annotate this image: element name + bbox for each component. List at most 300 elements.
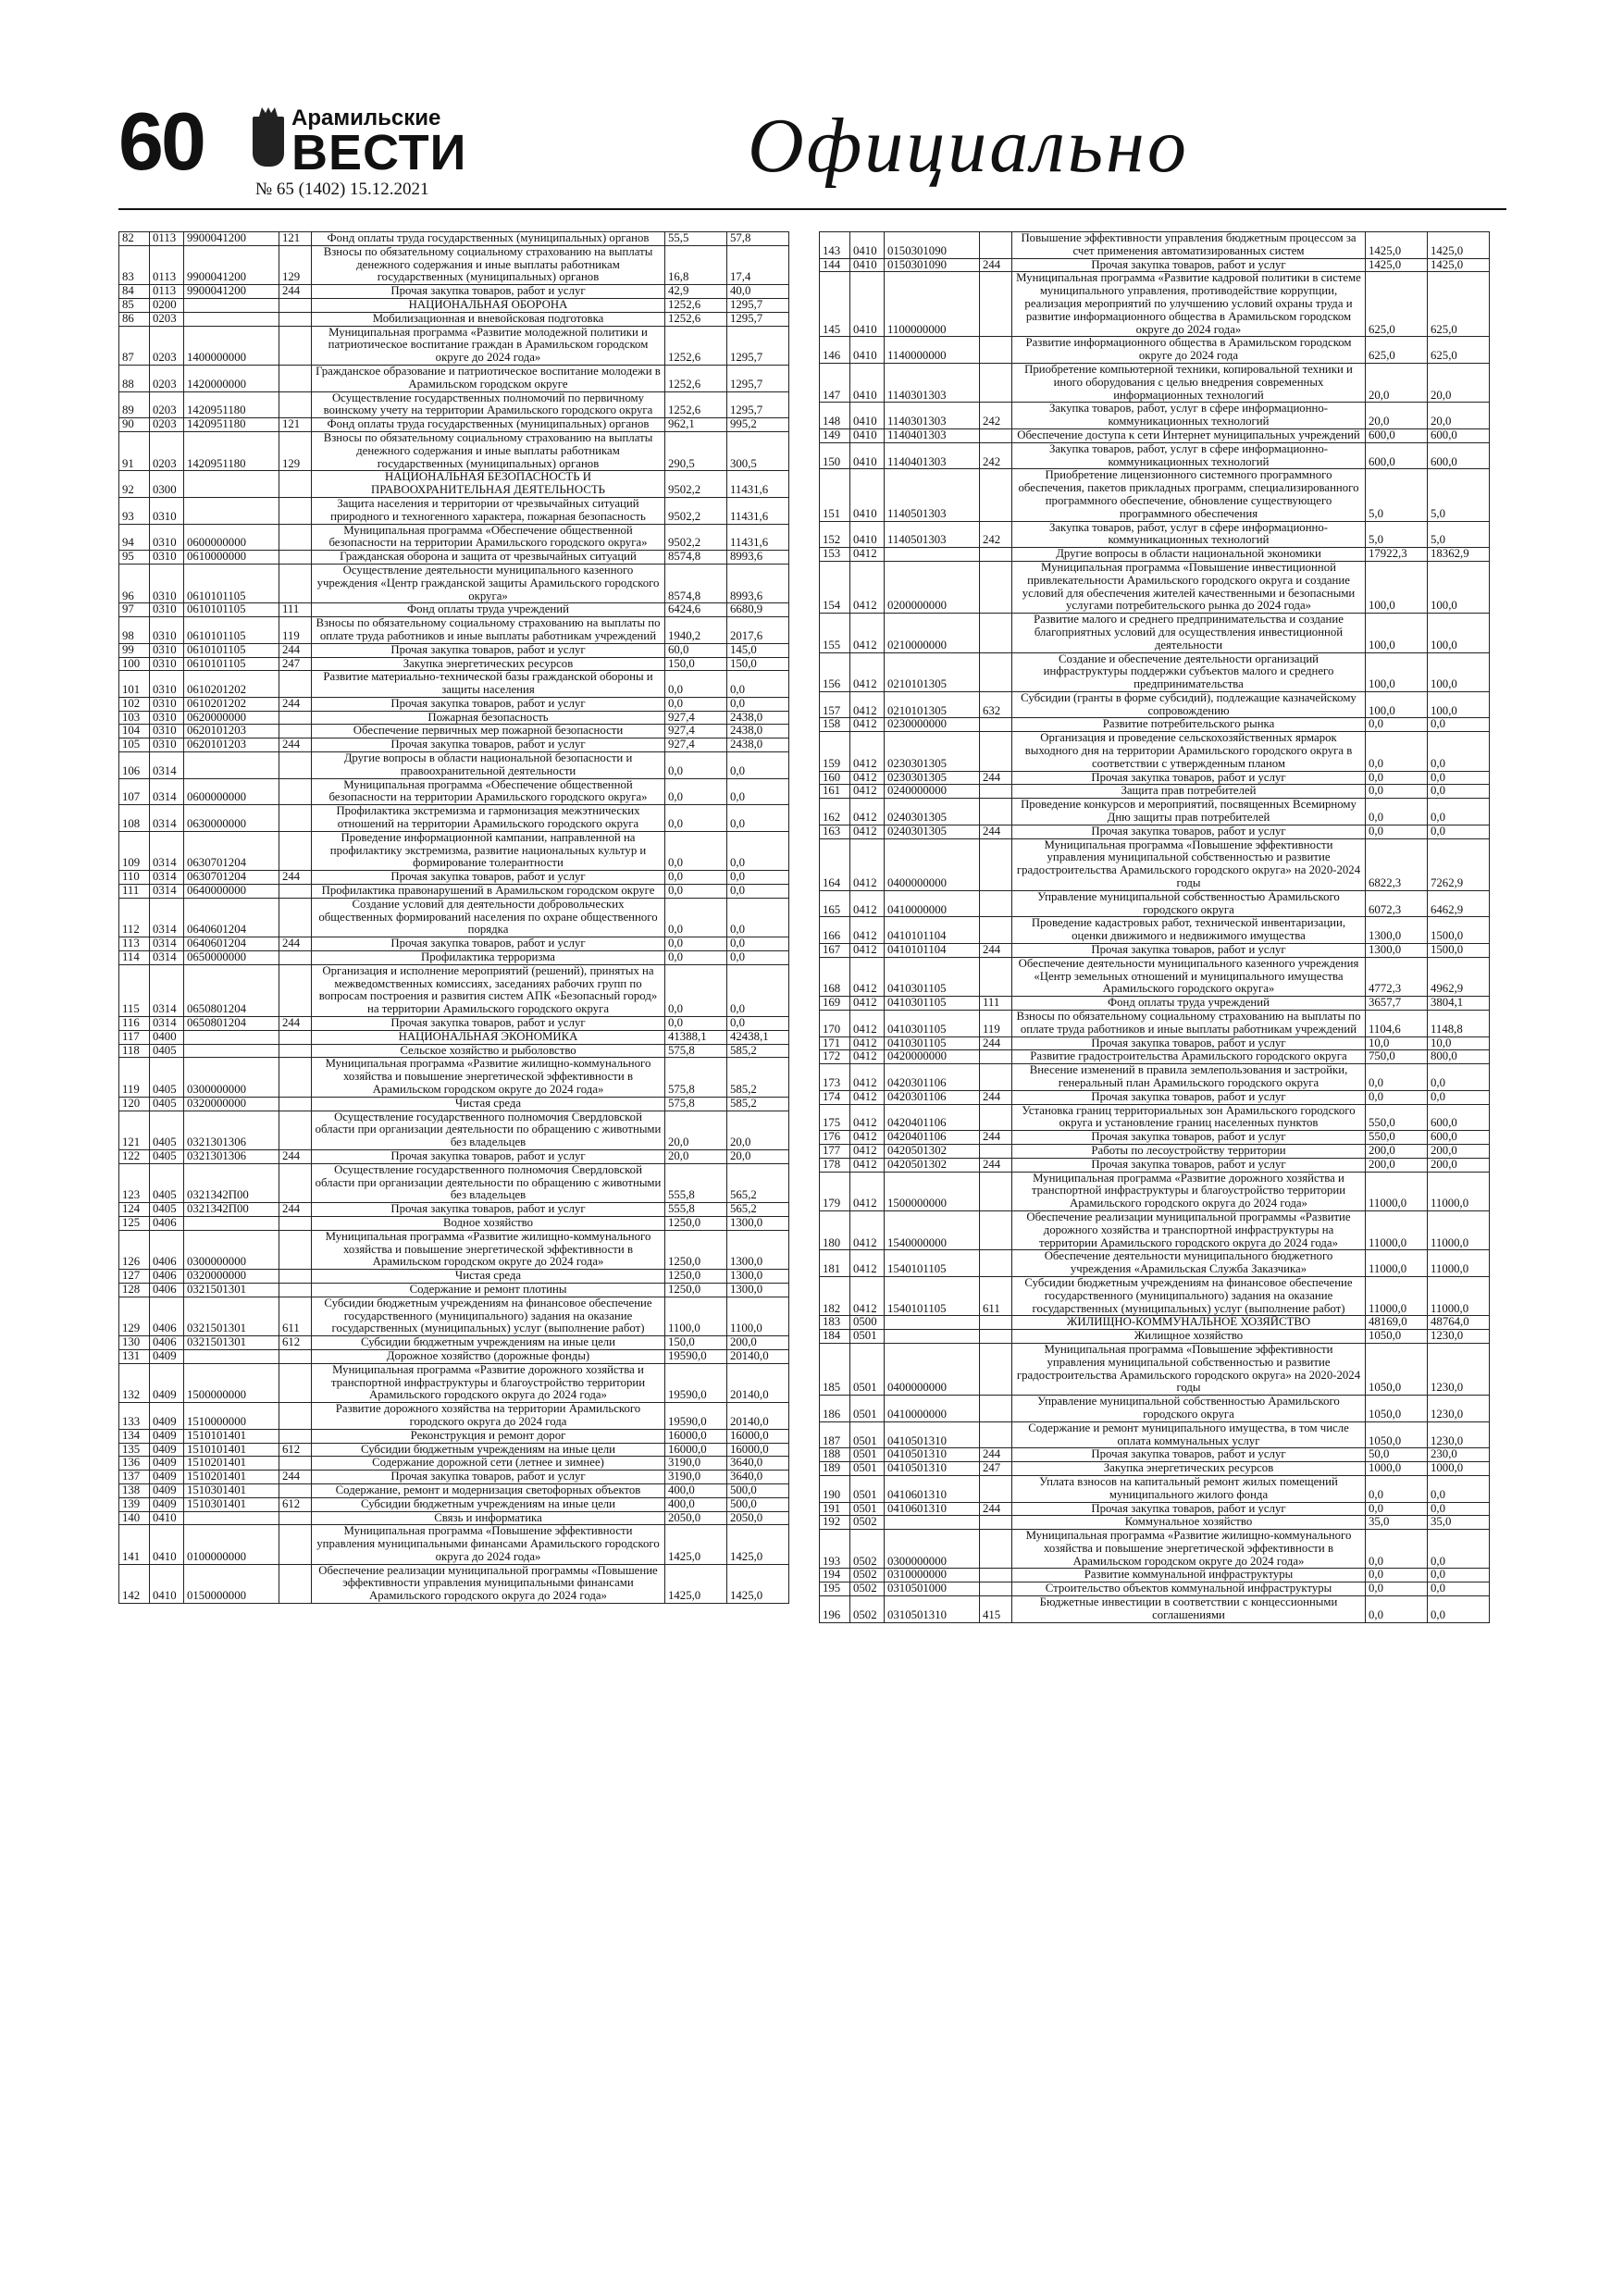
table-row (820, 652, 1490, 691)
target-code-cell: 0420301106 (885, 1064, 980, 1091)
description-cell: Прочая закупка товаров, работ и услуг (312, 738, 665, 752)
expense-type-cell: 244 (279, 1017, 312, 1031)
section-code-cell: 0314 (150, 885, 184, 899)
row-number-cell: 82 (119, 232, 150, 246)
description-cell: Осуществление государственного полномочия Свердловской области при организации деятельности по обращению с животными без владельцев (312, 1111, 665, 1149)
description-cell: Взносы по обязательному социальному страхованию на выплаты денежного содержания и иные выплаты работникам государственных (муниципальных) органов (312, 245, 665, 284)
table-row (119, 951, 789, 965)
expense-type-cell (980, 363, 1012, 402)
target-code-cell (184, 1511, 279, 1525)
value-2024-cell: 0,0 (727, 805, 789, 832)
section-code-cell: 0409 (150, 1471, 184, 1484)
description-cell: Мобилизационная и вневойсковая подготовка (312, 312, 665, 326)
expense-type-cell: 111 (980, 997, 1012, 1011)
section-code-cell: 0501 (850, 1421, 885, 1448)
description-cell: Субсидии бюджетным учреждениям на финансовое обеспечение государственного (муниципального) задания на оказание государственных (муниципальных) услуг (выполнение работ) (1012, 1276, 1366, 1315)
row-number-cell: 122 (119, 1149, 150, 1163)
target-code-cell: 1140000000 (885, 337, 980, 364)
expense-type-cell (279, 1216, 312, 1230)
table-row (119, 1149, 789, 1163)
target-code-cell: 0240301305 (885, 825, 980, 838)
section-code-cell: 0502 (850, 1596, 885, 1623)
value-2023-cell: 1050,0 (1366, 1343, 1428, 1395)
description-cell: Прочая закупка товаров, работ и услуг (312, 871, 665, 885)
target-code-cell: 0321301306 (184, 1149, 279, 1163)
description-cell: Бюджетные инвестиции в соответствии с концессионными соглашениями (1012, 1596, 1366, 1623)
value-2024-cell: 0,0 (1428, 1064, 1490, 1091)
description-cell: Реконструкция и ремонт дорог (312, 1429, 665, 1443)
expense-type-cell: 244 (279, 871, 312, 885)
masthead (118, 95, 1506, 211)
row-number-cell: 137 (119, 1471, 150, 1484)
expense-type-cell (980, 917, 1012, 944)
section-code-cell: 0314 (150, 964, 184, 1016)
expense-type-cell (279, 1349, 312, 1363)
table-row (119, 1163, 789, 1202)
target-code-cell (184, 1044, 279, 1058)
value-2023-cell: 575,8 (665, 1097, 727, 1111)
table-row (119, 778, 789, 805)
value-2024-cell: 3640,0 (727, 1457, 789, 1471)
description-cell: Чистая среда (312, 1097, 665, 1111)
target-code-cell: 0420401106 (885, 1131, 980, 1145)
table-row (119, 671, 789, 698)
value-2023-cell: 0,0 (665, 964, 727, 1016)
row-number-cell: 124 (119, 1203, 150, 1217)
expense-type-cell: 244 (980, 1131, 1012, 1145)
value-2023-cell: 200,0 (1366, 1144, 1428, 1158)
value-2023-cell: 750,0 (1366, 1050, 1428, 1064)
expense-type-cell (279, 1270, 312, 1284)
description-cell: Взносы по обязательному социальному страхованию на выплаты по оплате труда работников и иные выплаты работникам учреждений (312, 617, 665, 644)
expense-type-cell: 244 (980, 1158, 1012, 1172)
section-code-cell: 0203 (150, 418, 184, 432)
row-number-cell: 129 (119, 1297, 150, 1335)
expense-type-cell: 415 (980, 1596, 1012, 1623)
value-2024-cell: 100,0 (1428, 691, 1490, 718)
value-2023-cell: 0,0 (1366, 825, 1428, 838)
target-code-cell: 0640000000 (184, 885, 279, 899)
description-cell: Строительство объектов коммунальной инфраструктуры (1012, 1582, 1366, 1596)
description-cell: Обеспечение первичных мер пожарной безопасности (312, 725, 665, 738)
description-cell: Взносы по обязательному социальному страхованию на выплаты по оплате труда работников и иные выплаты работникам учреждений (1012, 1011, 1366, 1037)
row-number-cell: 119 (119, 1058, 150, 1097)
table-row (119, 711, 789, 725)
expense-type-cell (980, 1210, 1012, 1249)
expense-type-cell (980, 1172, 1012, 1210)
expense-type-cell (279, 885, 312, 899)
expense-type-cell (279, 1363, 312, 1402)
value-2023-cell: 11000,0 (1366, 1276, 1428, 1315)
value-2023-cell: 100,0 (1366, 561, 1428, 613)
value-2024-cell: 150,0 (727, 657, 789, 671)
expense-type-cell (980, 1582, 1012, 1596)
table-row (820, 548, 1490, 562)
description-cell: Взносы по обязательному социальному страхованию на выплаты денежного содержания и иные выплаты работникам государственных (муниципальных) органов (312, 431, 665, 470)
value-2024-cell: 35,0 (1428, 1516, 1490, 1530)
expense-type-cell (980, 785, 1012, 799)
row-number-cell: 133 (119, 1403, 150, 1430)
row-number-cell: 190 (820, 1475, 850, 1502)
value-2024-cell: 11431,6 (727, 471, 789, 498)
target-code-cell: 0420501302 (885, 1158, 980, 1172)
row-number-cell: 142 (119, 1564, 150, 1603)
expense-type-cell (279, 312, 312, 326)
expense-type-cell (980, 652, 1012, 691)
section-code-cell: 0203 (150, 326, 184, 365)
row-number-cell: 86 (119, 312, 150, 326)
table-row (820, 1582, 1490, 1596)
section-code-cell: 0410 (850, 272, 885, 337)
value-2024-cell: 5,0 (1428, 469, 1490, 521)
table-row (119, 738, 789, 752)
target-code-cell (184, 1349, 279, 1363)
table-row (119, 643, 789, 657)
row-number-cell: 121 (119, 1111, 150, 1149)
row-number-cell: 160 (820, 771, 850, 785)
value-2023-cell: 0,0 (1366, 1582, 1428, 1596)
target-code-cell: 0420000000 (885, 1050, 980, 1064)
target-code-cell: 1510201401 (184, 1457, 279, 1471)
value-2023-cell: 1425,0 (1366, 258, 1428, 272)
description-cell: Муниципальная программа «Развитие жилищно-коммунального хозяйства и повышение энергетической эффективности в Арамильском городском округе до 2024 года» (312, 1230, 665, 1269)
target-code-cell: 0650801204 (184, 964, 279, 1016)
row-number-cell: 171 (820, 1036, 850, 1050)
row-number-cell: 85 (119, 298, 150, 312)
section-code-cell: 0406 (150, 1297, 184, 1335)
section-code-cell: 0412 (850, 614, 885, 652)
row-number-cell: 147 (820, 363, 850, 402)
section-code-cell: 0310 (150, 617, 184, 644)
row-number-cell: 187 (820, 1421, 850, 1448)
value-2024-cell: 8993,6 (727, 551, 789, 565)
expense-type-cell: 111 (279, 603, 312, 617)
table-row (119, 697, 789, 711)
expense-type-cell (279, 1111, 312, 1149)
value-2024-cell: 11000,0 (1428, 1276, 1490, 1315)
target-code-cell: 0150000000 (184, 1564, 279, 1603)
section-code-cell: 0502 (850, 1582, 885, 1596)
expense-type-cell (980, 614, 1012, 652)
value-2024-cell: 2050,0 (727, 1511, 789, 1525)
value-2024-cell: 585,2 (727, 1058, 789, 1097)
description-cell: Другие вопросы в области национальной безопасности и правоохранительной деятельности (312, 752, 665, 779)
row-number-cell: 128 (119, 1283, 150, 1297)
description-cell: Прочая закупка товаров, работ и услуг (312, 643, 665, 657)
value-2023-cell: 1104,6 (1366, 1011, 1428, 1037)
target-code-cell: 0630701204 (184, 871, 279, 885)
value-2023-cell: 0,0 (1366, 1475, 1428, 1502)
row-number-cell: 180 (820, 1210, 850, 1249)
table-row (119, 1525, 789, 1564)
value-2023-cell: 0,0 (1366, 785, 1428, 799)
value-2024-cell: 1300,0 (727, 1283, 789, 1297)
expense-type-cell (279, 471, 312, 498)
value-2023-cell: 3190,0 (665, 1471, 727, 1484)
value-2024-cell: 600,0 (1428, 442, 1490, 469)
description-cell: Приобретение компьютерной техники, копировальной техники и иного оборудования с целью внедрения современных информационных технологий (1012, 363, 1366, 402)
target-code-cell: 0410601310 (885, 1475, 980, 1502)
table-row (820, 799, 1490, 825)
expense-type-cell: 244 (980, 1502, 1012, 1516)
value-2023-cell: 1050,0 (1366, 1330, 1428, 1344)
value-2024-cell: 0,0 (727, 885, 789, 899)
target-code-cell: 0410501310 (885, 1462, 980, 1476)
row-number-cell: 182 (820, 1276, 850, 1315)
table-row (119, 326, 789, 365)
expense-type-cell: 244 (980, 825, 1012, 838)
description-cell: Содержание, ремонт и модернизация светофорных объектов (312, 1483, 665, 1497)
expense-type-cell: 247 (980, 1462, 1012, 1476)
value-2023-cell: 0,0 (665, 871, 727, 885)
description-cell: Осуществление государственного полномочия Свердловской области при организации деятельности по обращению с животными без владельцев (312, 1163, 665, 1202)
table-row (119, 805, 789, 832)
value-2023-cell: 41388,1 (665, 1030, 727, 1044)
value-2024-cell: 230,0 (1428, 1448, 1490, 1462)
section-code-cell: 0500 (850, 1316, 885, 1330)
target-code-cell: 0300000000 (885, 1530, 980, 1569)
value-2023-cell: 1425,0 (1366, 232, 1428, 259)
expense-type-cell: 612 (279, 1443, 312, 1457)
expense-type-cell (279, 551, 312, 565)
target-code-cell: 0100000000 (184, 1525, 279, 1564)
table-row (820, 258, 1490, 272)
section-code-cell: 0412 (850, 1172, 885, 1210)
section-code-cell: 0409 (150, 1429, 184, 1443)
row-number-cell: 178 (820, 1158, 850, 1172)
section-code-cell: 0412 (850, 732, 885, 771)
value-2023-cell: 19590,0 (665, 1403, 727, 1430)
expense-type-cell (980, 1250, 1012, 1277)
expense-type-cell (980, 337, 1012, 364)
section-code-cell: 0412 (850, 1131, 885, 1145)
target-code-cell: 0230000000 (885, 718, 980, 732)
section-code-cell: 0406 (150, 1270, 184, 1284)
section-code-cell: 0501 (850, 1396, 885, 1422)
row-number-cell: 188 (820, 1448, 850, 1462)
expense-type-cell: 244 (279, 1149, 312, 1163)
section-code-cell: 0405 (150, 1097, 184, 1111)
value-2023-cell: 11000,0 (1366, 1210, 1428, 1249)
value-2023-cell: 3657,7 (1366, 997, 1428, 1011)
row-number-cell: 114 (119, 951, 150, 965)
expense-type-cell: 242 (980, 521, 1012, 548)
value-2024-cell: 145,0 (727, 643, 789, 657)
value-2023-cell: 16000,0 (665, 1443, 727, 1457)
description-cell: Организация и проведение сельскохозяйственных ярмарок выходного дня на территории Арамильского городского округа в соответствии с утвержденным планом (1012, 732, 1366, 771)
budget-table-right (819, 231, 1490, 1623)
expense-type-cell (279, 1030, 312, 1044)
section-code-cell: 0410 (150, 1564, 184, 1603)
target-code-cell: 0610101105 (184, 564, 279, 602)
value-2023-cell: 1252,6 (665, 391, 727, 418)
value-2024-cell: 200,0 (1428, 1158, 1490, 1172)
value-2023-cell: 1252,6 (665, 298, 727, 312)
section-code-cell: 0410 (850, 363, 885, 402)
description-cell: Защита прав потребителей (1012, 785, 1366, 799)
value-2023-cell: 600,0 (1366, 428, 1428, 442)
description-cell: Муниципальная программа «Повышение инвестиционной привлекательности Арамильского городского округа и создание условий для обеспечения жителей качественными и безопасными услугами потребительского рынка до 2024 года» (1012, 561, 1366, 613)
value-2023-cell: 100,0 (1366, 614, 1428, 652)
value-2024-cell: 0,0 (727, 671, 789, 698)
value-2024-cell: 1425,0 (1428, 232, 1490, 259)
row-number-cell: 170 (820, 1011, 850, 1037)
row-number-cell: 192 (820, 1516, 850, 1530)
section-code-cell: 0412 (850, 785, 885, 799)
row-number-cell: 163 (820, 825, 850, 838)
value-2024-cell: 7262,9 (1428, 838, 1490, 890)
description-cell: Управление муниципальной собственностью Арамильского городского округа (1012, 1396, 1366, 1422)
description-cell: Работы по лесоустройству территории (1012, 1144, 1366, 1158)
expense-type-cell (279, 564, 312, 602)
target-code-cell: 1540101105 (885, 1276, 980, 1315)
expense-type-cell (279, 365, 312, 391)
table-row (820, 1210, 1490, 1249)
expense-type-cell: 129 (279, 245, 312, 284)
row-number-cell: 106 (119, 752, 150, 779)
table-row (820, 1343, 1490, 1395)
expense-type-cell (980, 957, 1012, 996)
row-number-cell: 112 (119, 898, 150, 937)
target-code-cell: 1540101105 (885, 1250, 980, 1277)
value-2024-cell: 1148,8 (1428, 1011, 1490, 1037)
section-code-cell: 0314 (150, 831, 184, 870)
table-row (119, 1443, 789, 1457)
value-2023-cell: 6072,3 (1366, 890, 1428, 917)
value-2024-cell: 0,0 (1428, 799, 1490, 825)
target-code-cell: 0410501310 (885, 1421, 980, 1448)
value-2024-cell: 20,0 (1428, 363, 1490, 402)
section-code-cell: 0310 (150, 497, 184, 524)
row-number-cell: 111 (119, 885, 150, 899)
description-cell: Прочая закупка товаров, работ и услуг (312, 1149, 665, 1163)
section-code-cell: 0405 (150, 1058, 184, 1097)
section-code-cell: 0310 (150, 657, 184, 671)
value-2023-cell: 1250,0 (665, 1283, 727, 1297)
expense-type-cell (279, 1525, 312, 1564)
value-2024-cell: 0,0 (1428, 1569, 1490, 1582)
table-row (820, 469, 1490, 521)
section-code-cell: 0412 (850, 1144, 885, 1158)
value-2024-cell: 6680,9 (727, 603, 789, 617)
target-code-cell: 1400000000 (184, 326, 279, 365)
description-cell: Прочая закупка товаров, работ и услуг (312, 937, 665, 951)
expense-type-cell: 244 (980, 1036, 1012, 1050)
description-cell: Муниципальная программа «Обеспечение общественной безопасности на территории Арамильского городского округа» (312, 778, 665, 805)
value-2024-cell: 1300,0 (727, 1216, 789, 1230)
value-2024-cell: 0,0 (1428, 785, 1490, 799)
value-2023-cell: 1425,0 (665, 1525, 727, 1564)
table-row (820, 1090, 1490, 1104)
description-cell: Водное хозяйство (312, 1216, 665, 1230)
description-cell: Закупка товаров, работ, услуг в сфере информационно-коммуникационных технологий (1012, 442, 1366, 469)
value-2024-cell: 1425,0 (727, 1525, 789, 1564)
issue-info: № 65 (1402) 15.12.2021 (255, 180, 429, 199)
expense-type-cell (980, 838, 1012, 890)
expense-type-cell (279, 725, 312, 738)
table-row (820, 1475, 1490, 1502)
target-code-cell: 0410000000 (885, 890, 980, 917)
expense-type-cell (279, 1283, 312, 1297)
target-code-cell: 0240000000 (885, 785, 980, 799)
table-row (119, 431, 789, 470)
value-2024-cell: 0,0 (1428, 1090, 1490, 1104)
newspaper-logo (253, 105, 467, 180)
table-row (119, 524, 789, 551)
expense-type-cell: 121 (279, 418, 312, 432)
table-row (820, 403, 1490, 429)
value-2024-cell: 0,0 (727, 871, 789, 885)
expense-type-cell (279, 1429, 312, 1443)
value-2023-cell: 19590,0 (665, 1349, 727, 1363)
target-code-cell (184, 471, 279, 498)
description-cell: Муниципальная программа «Развитие молодежной политики и патриотическое воспитание граждан в Арамильском городском округе до 2024 года» (312, 326, 665, 365)
row-number-cell: 196 (820, 1596, 850, 1623)
value-2023-cell: 0,0 (1366, 1596, 1428, 1623)
table-row (119, 312, 789, 326)
value-2024-cell: 1425,0 (727, 1564, 789, 1603)
expense-type-cell (980, 232, 1012, 259)
description-cell: Прочая закупка товаров, работ и услуг (1012, 1090, 1366, 1104)
expense-type-cell: 244 (980, 1448, 1012, 1462)
value-2023-cell: 0,0 (665, 671, 727, 698)
section-code-cell: 0410 (850, 521, 885, 548)
target-code-cell: 1420951180 (184, 391, 279, 418)
expense-type-cell (279, 1097, 312, 1111)
target-code-cell: 1510101401 (184, 1429, 279, 1443)
table-row (119, 298, 789, 312)
value-2023-cell: 20,0 (665, 1149, 727, 1163)
section-code-cell: 0412 (850, 957, 885, 996)
row-number-cell: 97 (119, 603, 150, 617)
row-number-cell: 181 (820, 1250, 850, 1277)
description-cell: Развитие дорожного хозяйства на территории Арамильского городского округа до 2024 года (312, 1403, 665, 1430)
table-row (119, 1297, 789, 1335)
description-cell: Содержание дорожной сети (летнее и зимнее) (312, 1457, 665, 1471)
value-2023-cell: 600,0 (1366, 442, 1428, 469)
description-cell: Профилактика правонарушений в Арамильском городском округе (312, 885, 665, 899)
row-number-cell: 169 (820, 997, 850, 1011)
expense-type-cell (279, 1163, 312, 1202)
value-2024-cell: 11000,0 (1428, 1172, 1490, 1210)
description-cell: Управление муниципальной собственностью Арамильского городского округа (1012, 890, 1366, 917)
description-cell: Развитие коммунальной инфраструктуры (1012, 1569, 1366, 1582)
target-code-cell: 0150301090 (885, 258, 980, 272)
table-row (820, 1462, 1490, 1476)
table-row (119, 1483, 789, 1497)
value-2024-cell: 4962,9 (1428, 957, 1490, 996)
expense-type-cell (980, 1396, 1012, 1422)
value-2024-cell: 0,0 (1428, 1475, 1490, 1502)
logo-title-big: ВЕСТИ (291, 125, 467, 180)
target-code-cell (885, 1516, 980, 1530)
expense-type-cell: 244 (279, 1471, 312, 1484)
target-code-cell: 0420401106 (885, 1104, 980, 1131)
expense-type-cell (279, 1044, 312, 1058)
table-row (820, 337, 1490, 364)
row-number-cell: 158 (820, 718, 850, 732)
value-2023-cell: 0,0 (665, 697, 727, 711)
description-cell: НАЦИОНАЛЬНАЯ ОБОРОНА (312, 298, 665, 312)
value-2024-cell: 1295,7 (727, 312, 789, 326)
expense-type-cell (980, 1421, 1012, 1448)
row-number-cell: 157 (820, 691, 850, 718)
section-code-cell: 0203 (150, 431, 184, 470)
table-row (119, 1216, 789, 1230)
value-2024-cell: 500,0 (727, 1483, 789, 1497)
description-cell: Закупка товаров, работ, услуг в сфере информационно-коммуникационных технологий (1012, 403, 1366, 429)
value-2023-cell: 0,0 (1366, 771, 1428, 785)
